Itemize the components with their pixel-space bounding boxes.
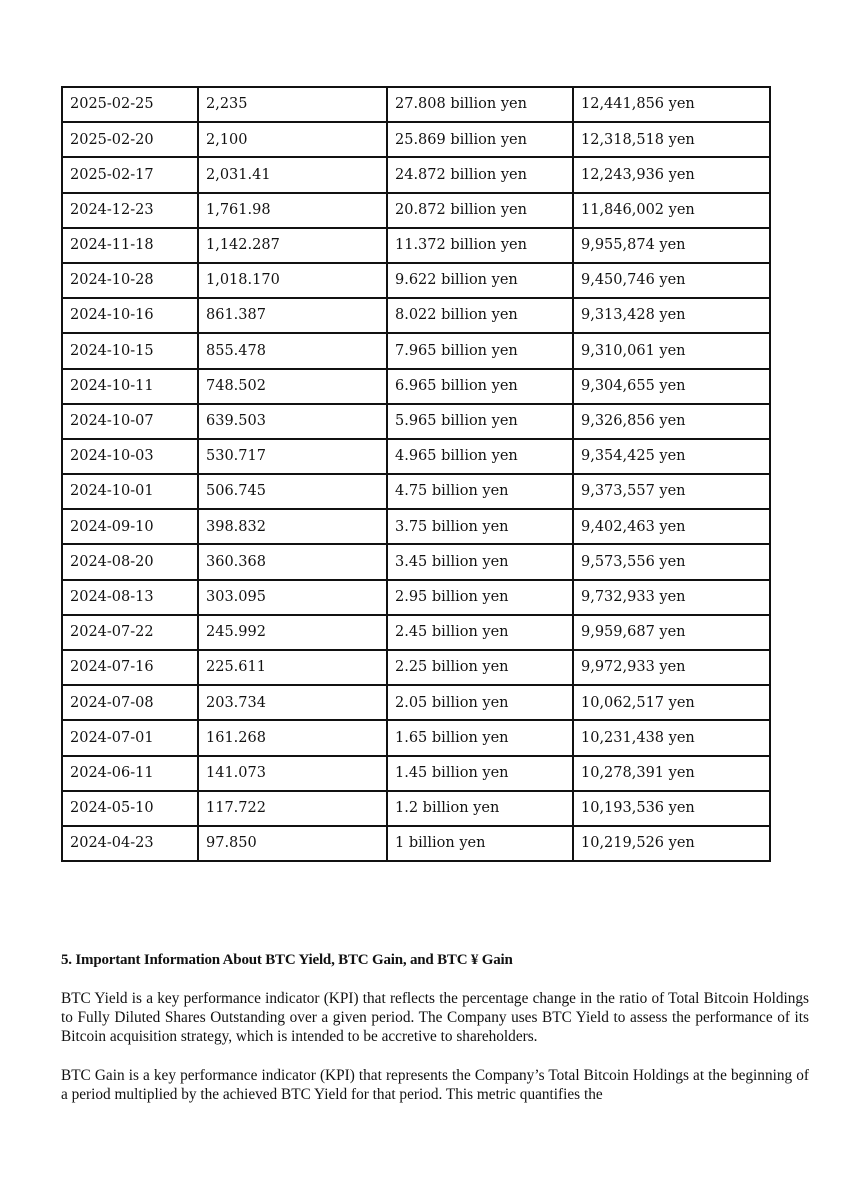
average-cost-cell: 12,318,518 yen xyxy=(573,122,770,157)
table-row xyxy=(62,509,770,544)
btc-holdings-cell: 398.832 xyxy=(198,509,387,544)
average-cost-cell: 11,846,002 yen xyxy=(573,193,770,228)
date-cell: 2024-05-10 xyxy=(62,791,198,826)
btc-holdings-cell: 97.850 xyxy=(198,826,387,861)
btc-holdings-cell: 1,761.98 xyxy=(198,193,387,228)
btc-holdings-cell: 303.095 xyxy=(198,580,387,615)
date-cell: 2025-02-20 xyxy=(62,122,198,157)
btc-holdings-cell: 2,235 xyxy=(198,87,387,122)
total-cost-cell: 4.965 billion yen xyxy=(387,439,573,474)
table-row xyxy=(62,439,770,474)
btc-holdings-cell: 161.268 xyxy=(198,720,387,755)
total-cost-cell: 1.2 billion yen xyxy=(387,791,573,826)
table-body xyxy=(62,87,770,861)
btc-holdings-cell: 225.611 xyxy=(198,650,387,685)
total-cost-cell: 5.965 billion yen xyxy=(387,404,573,439)
date-cell: 2024-07-16 xyxy=(62,650,198,685)
table-row xyxy=(62,756,770,791)
date-cell: 2024-10-28 xyxy=(62,263,198,298)
average-cost-cell: 12,441,856 yen xyxy=(573,87,770,122)
date-cell: 2025-02-17 xyxy=(62,157,198,192)
total-cost-cell: 20.872 billion yen xyxy=(387,193,573,228)
btc-holdings-cell: 861.387 xyxy=(198,298,387,333)
total-cost-cell: 6.965 billion yen xyxy=(387,369,573,404)
date-cell: 2024-10-15 xyxy=(62,333,198,368)
average-cost-cell: 9,450,746 yen xyxy=(573,263,770,298)
total-cost-cell: 7.965 billion yen xyxy=(387,333,573,368)
average-cost-cell: 10,219,526 yen xyxy=(573,826,770,861)
btc-holdings-cell: 245.992 xyxy=(198,615,387,650)
date-cell: 2024-10-11 xyxy=(62,369,198,404)
average-cost-cell: 9,373,557 yen xyxy=(573,474,770,509)
table-row xyxy=(62,298,770,333)
total-cost-cell: 1 billion yen xyxy=(387,826,573,861)
table-row xyxy=(62,369,770,404)
btc-holdings-cell: 1,018.170 xyxy=(198,263,387,298)
date-cell: 2024-10-07 xyxy=(62,404,198,439)
average-cost-cell: 10,278,391 yen xyxy=(573,756,770,791)
total-cost-cell: 3.45 billion yen xyxy=(387,544,573,579)
btc-holdings-cell: 506.745 xyxy=(198,474,387,509)
average-cost-cell: 10,231,438 yen xyxy=(573,720,770,755)
date-cell: 2025-02-25 xyxy=(62,87,198,122)
total-cost-cell: 2.05 billion yen xyxy=(387,685,573,720)
table-row xyxy=(62,263,770,298)
table-row xyxy=(62,157,770,192)
average-cost-cell: 9,326,856 yen xyxy=(573,404,770,439)
date-cell: 2024-10-01 xyxy=(62,474,198,509)
total-cost-cell: 3.75 billion yen xyxy=(387,509,573,544)
average-cost-cell: 9,955,874 yen xyxy=(573,228,770,263)
section-heading: 5. Important Information About BTC Yield, BTC Gain, and BTC ¥ Gain xyxy=(61,952,513,968)
date-cell: 2024-07-01 xyxy=(62,720,198,755)
btc-holdings-cell: 2,100 xyxy=(198,122,387,157)
total-cost-cell: 2.45 billion yen xyxy=(387,615,573,650)
total-cost-cell: 24.872 billion yen xyxy=(387,157,573,192)
average-cost-cell: 9,354,425 yen xyxy=(573,439,770,474)
total-cost-cell: 1.65 billion yen xyxy=(387,720,573,755)
average-cost-cell: 10,193,536 yen xyxy=(573,791,770,826)
average-cost-cell: 12,243,936 yen xyxy=(573,157,770,192)
total-cost-cell: 2.25 billion yen xyxy=(387,650,573,685)
average-cost-cell: 9,732,933 yen xyxy=(573,580,770,615)
btc-holdings-cell: 639.503 xyxy=(198,404,387,439)
date-cell: 2024-07-22 xyxy=(62,615,198,650)
table-row xyxy=(62,122,770,157)
total-cost-cell: 25.869 billion yen xyxy=(387,122,573,157)
bitcoin-purchase-table xyxy=(61,86,771,862)
date-cell: 2024-06-11 xyxy=(62,756,198,791)
table-row xyxy=(62,650,770,685)
table-row xyxy=(62,404,770,439)
total-cost-cell: 4.75 billion yen xyxy=(387,474,573,509)
btc-holdings-cell: 141.073 xyxy=(198,756,387,791)
total-cost-cell: 9.622 billion yen xyxy=(387,263,573,298)
average-cost-cell: 9,402,463 yen xyxy=(573,509,770,544)
average-cost-cell: 9,310,061 yen xyxy=(573,333,770,368)
btc-yield-paragraph: BTC Yield is a key performance indicator (KPI) that reflects the percentage change in the ratio of Total Bitcoin Holdings to Fully Diluted Shares Outstanding over a given period. The Company uses BTC Yield to assess the performance of its Bitcoin acquisition strategy, which is intended to be accretive to shareholders. xyxy=(61,990,809,1045)
total-cost-cell: 2.95 billion yen xyxy=(387,580,573,615)
table-row xyxy=(62,685,770,720)
average-cost-cell: 9,304,655 yen xyxy=(573,369,770,404)
table-row xyxy=(62,580,770,615)
total-cost-cell: 8.022 billion yen xyxy=(387,298,573,333)
date-cell: 2024-12-23 xyxy=(62,193,198,228)
total-cost-cell: 27.808 billion yen xyxy=(387,87,573,122)
average-cost-cell: 10,062,517 yen xyxy=(573,685,770,720)
date-cell: 2024-10-03 xyxy=(62,439,198,474)
table-row xyxy=(62,228,770,263)
date-cell: 2024-08-20 xyxy=(62,544,198,579)
btc-holdings-cell: 530.717 xyxy=(198,439,387,474)
date-cell: 2024-04-23 xyxy=(62,826,198,861)
kpi-information-section xyxy=(61,951,809,1124)
btc-holdings-cell: 855.478 xyxy=(198,333,387,368)
btc-holdings-cell: 748.502 xyxy=(198,369,387,404)
date-cell: 2024-08-13 xyxy=(62,580,198,615)
btc-holdings-cell: 203.734 xyxy=(198,685,387,720)
date-cell: 2024-09-10 xyxy=(62,509,198,544)
date-cell: 2024-07-08 xyxy=(62,685,198,720)
total-cost-cell: 1.45 billion yen xyxy=(387,756,573,791)
table-row xyxy=(62,544,770,579)
btc-gain-paragraph: BTC Gain is a key performance indicator (KPI) that represents the Company’s Total Bitcoin Holdings at the beginning of a period multiplied by the achieved BTC Yield for that period. This metric quantifies the xyxy=(61,1067,809,1103)
average-cost-cell: 9,573,556 yen xyxy=(573,544,770,579)
table-row xyxy=(62,87,770,122)
table-row xyxy=(62,791,770,826)
table-row xyxy=(62,474,770,509)
btc-holdings-cell: 2,031.41 xyxy=(198,157,387,192)
average-cost-cell: 9,313,428 yen xyxy=(573,298,770,333)
average-cost-cell: 9,972,933 yen xyxy=(573,650,770,685)
total-cost-cell: 11.372 billion yen xyxy=(387,228,573,263)
btc-holdings-cell: 360.368 xyxy=(198,544,387,579)
btc-holdings-cell: 117.722 xyxy=(198,791,387,826)
date-cell: 2024-10-16 xyxy=(62,298,198,333)
table-row xyxy=(62,615,770,650)
table-row xyxy=(62,193,770,228)
btc-holdings-cell: 1,142.287 xyxy=(198,228,387,263)
table-row xyxy=(62,333,770,368)
date-cell: 2024-11-18 xyxy=(62,228,198,263)
table-row xyxy=(62,826,770,861)
average-cost-cell: 9,959,687 yen xyxy=(573,615,770,650)
table-row xyxy=(62,720,770,755)
